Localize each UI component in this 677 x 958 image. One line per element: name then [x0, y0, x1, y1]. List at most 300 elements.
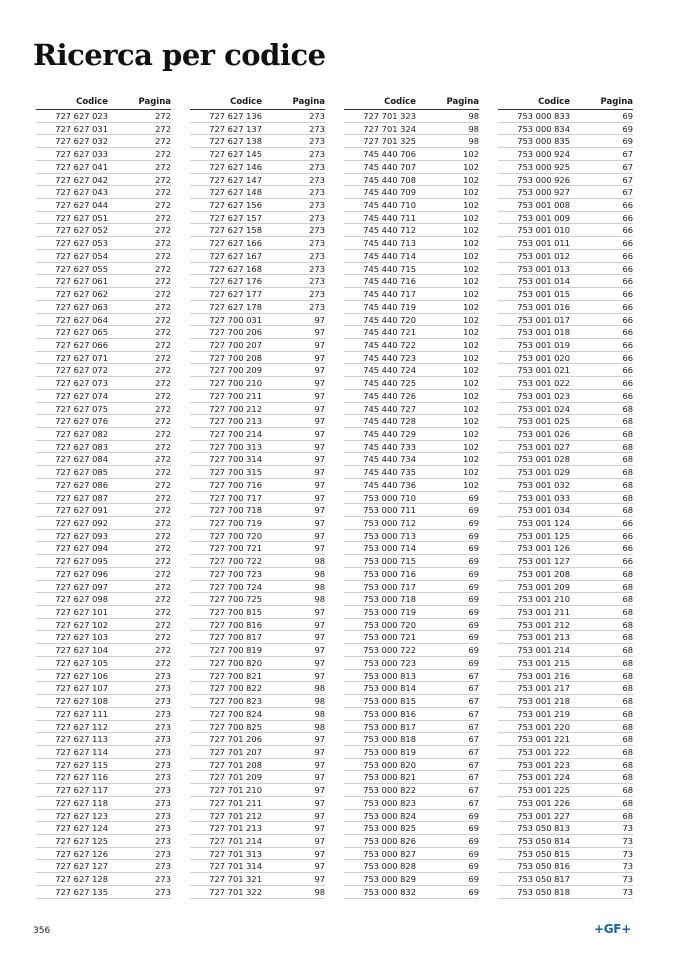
page-cell: 97 [314, 327, 325, 338]
page-cell: 102 [463, 441, 479, 452]
code-cell: 753 001 127 [517, 556, 570, 567]
code-cell: 727 701 325 [363, 136, 416, 147]
table-row [36, 224, 171, 237]
table-row [498, 644, 633, 657]
table-row [498, 390, 633, 403]
page-cell: 97 [314, 823, 325, 834]
table-row [36, 148, 171, 161]
table-row [344, 199, 479, 212]
code-cell: 727 627 115 [55, 759, 108, 770]
table-row [190, 810, 325, 823]
code-cell: 727 627 158 [209, 225, 262, 236]
table-row [498, 224, 633, 237]
table-row [344, 733, 479, 746]
page-cell: 272 [155, 543, 171, 554]
page-cell: 272 [155, 403, 171, 414]
page-cell: 68 [622, 428, 633, 439]
table-row [190, 873, 325, 886]
code-cell: 745 440 712 [363, 225, 416, 236]
table-row [344, 135, 479, 148]
code-cell: 727 627 082 [55, 428, 108, 439]
page-cell: 69 [468, 632, 479, 643]
code-cell: 727 700 725 [209, 594, 262, 605]
code-cell: 727 627 166 [209, 238, 262, 249]
code-cell: 753 001 210 [517, 594, 570, 605]
page-cell: 67 [468, 734, 479, 745]
code-cell: 753 001 208 [517, 568, 570, 579]
table-row [498, 568, 633, 581]
code-cell: 753 000 821 [363, 772, 416, 783]
table-row [344, 415, 479, 428]
table-row [190, 288, 325, 301]
page-cell: 272 [155, 479, 171, 490]
table-row [190, 186, 325, 199]
table-row [498, 670, 633, 683]
page-cell: 69 [468, 505, 479, 516]
code-cell: 753 001 209 [517, 581, 570, 592]
code-cell: 727 627 117 [55, 785, 108, 796]
table-row [498, 631, 633, 644]
table-row [344, 886, 479, 899]
page-cell: 68 [622, 479, 633, 490]
code-cell: 753 000 718 [363, 594, 416, 605]
table-row [190, 835, 325, 848]
table-row [190, 110, 325, 123]
page-cell: 73 [622, 835, 633, 846]
table-row [190, 568, 325, 581]
page-cell: 67 [468, 759, 479, 770]
page-cell: 69 [468, 657, 479, 668]
page-cell: 67 [622, 149, 633, 160]
table-row [498, 237, 633, 250]
table-row [190, 708, 325, 721]
table-row [344, 530, 479, 543]
code-cell: 727 701 314 [209, 861, 262, 872]
table-row [36, 835, 171, 848]
page-cell: 97 [314, 365, 325, 376]
page-cell: 273 [309, 174, 325, 185]
page-cell: 102 [463, 428, 479, 439]
page-cell: 272 [155, 581, 171, 592]
code-cell: 727 627 124 [55, 823, 108, 834]
table-row [344, 288, 479, 301]
table-row [190, 581, 325, 594]
code-cell: 753 001 008 [517, 200, 570, 211]
table-row [344, 631, 479, 644]
code-cell: 753 000 719 [363, 607, 416, 618]
table-row [36, 797, 171, 810]
table-row [190, 657, 325, 670]
page-cell: 98 [314, 696, 325, 707]
page-cell: 98 [468, 111, 479, 121]
page-cell: 272 [155, 276, 171, 287]
code-cell: 745 440 736 [363, 479, 416, 490]
table-row [36, 759, 171, 772]
table-row [344, 860, 479, 873]
code-cell: 753 000 818 [363, 734, 416, 745]
page-cell: 73 [622, 848, 633, 859]
table-row [498, 212, 633, 225]
page-cell: 97 [314, 518, 325, 528]
table-row [190, 453, 325, 466]
code-cell: 753 001 219 [517, 708, 570, 719]
table-row [36, 326, 171, 339]
code-cell: 727 627 107 [55, 683, 108, 694]
page-cell: 272 [155, 632, 171, 643]
page-cell: 272 [155, 505, 171, 516]
gf-logo: +GF+ [594, 922, 631, 936]
table-row [344, 797, 479, 810]
table-row [36, 466, 171, 479]
table-row [344, 542, 479, 555]
table-row [36, 135, 171, 148]
code-cell: 753 001 214 [517, 645, 570, 656]
code-cell: 753 000 826 [363, 835, 416, 846]
header-code: Codice [76, 97, 108, 107]
page-cell: 102 [463, 289, 479, 300]
table-row [190, 263, 325, 276]
table-row [498, 682, 633, 695]
code-cell: 753 001 017 [517, 314, 570, 325]
page-cell: 272 [155, 187, 171, 198]
code-cell: 727 627 108 [55, 696, 108, 707]
table-row [498, 873, 633, 886]
page-cell: 102 [463, 149, 479, 160]
table-row [36, 441, 171, 454]
code-cell: 727 627 064 [55, 314, 108, 325]
code-cell: 727 700 825 [209, 721, 262, 732]
page-cell: 69 [468, 607, 479, 618]
code-cell: 753 001 224 [517, 772, 570, 783]
table-row [36, 517, 171, 530]
page-cell: 97 [314, 607, 325, 618]
code-cell: 745 440 719 [363, 301, 416, 312]
table-row [36, 555, 171, 568]
table-row [344, 593, 479, 606]
page-cell: 97 [314, 454, 325, 465]
page-cell: 97 [314, 314, 325, 325]
page-cell: 67 [622, 187, 633, 198]
page-cell: 69 [468, 518, 479, 528]
table-row [36, 403, 171, 416]
table-row [344, 364, 479, 377]
table-row [190, 237, 325, 250]
code-cell: 727 627 106 [55, 670, 108, 681]
table-row [344, 161, 479, 174]
page-cell: 98 [468, 136, 479, 147]
table-row [190, 759, 325, 772]
page-cell: 102 [463, 390, 479, 401]
page-cell: 272 [155, 568, 171, 579]
code-cell: 753 000 822 [363, 785, 416, 796]
page-title: Ricerca per codice [33, 38, 326, 72]
table-row [36, 453, 171, 466]
code-cell: 727 627 053 [55, 238, 108, 249]
page-cell: 273 [309, 250, 325, 261]
page-cell: 69 [468, 874, 479, 885]
table-row [498, 886, 633, 899]
table-row [498, 619, 633, 632]
table-row [190, 733, 325, 746]
code-cell: 753 000 723 [363, 657, 416, 668]
page-cell: 69 [468, 810, 479, 821]
table-row [36, 275, 171, 288]
table-row [36, 542, 171, 555]
page-cell: 97 [314, 835, 325, 846]
table-row [36, 860, 171, 873]
table-row [344, 326, 479, 339]
table-row [498, 797, 633, 810]
code-index-tables [36, 94, 632, 899]
table-row [344, 822, 479, 835]
page-cell: 272 [155, 365, 171, 376]
code-cell: 753 001 013 [517, 263, 570, 274]
table-row [190, 771, 325, 784]
page-cell: 67 [622, 161, 633, 172]
code-cell: 753 000 717 [363, 581, 416, 592]
code-cell: 727 627 063 [55, 301, 108, 312]
page-cell: 68 [622, 505, 633, 516]
table-row [344, 301, 479, 314]
table-row [344, 721, 479, 734]
code-cell: 727 701 213 [209, 823, 262, 834]
page-cell: 102 [463, 161, 479, 172]
page-cell: 68 [622, 594, 633, 605]
table-row [36, 250, 171, 263]
table-row [498, 504, 633, 517]
table-row [498, 860, 633, 873]
table-row [36, 377, 171, 390]
column-header [36, 94, 171, 110]
page-cell: 272 [155, 416, 171, 427]
code-cell: 727 627 157 [209, 212, 262, 223]
code-cell: 745 440 725 [363, 378, 416, 389]
table-row [344, 568, 479, 581]
table-row [190, 339, 325, 352]
code-cell: 727 700 031 [209, 314, 262, 325]
page-cell: 272 [155, 212, 171, 223]
table-row [190, 606, 325, 619]
table-row [190, 403, 325, 416]
code-cell: 727 627 111 [55, 708, 108, 719]
page-cell: 272 [155, 441, 171, 452]
table-row [36, 771, 171, 784]
code-cell: 753 000 823 [363, 797, 416, 808]
page-cell: 66 [622, 352, 633, 363]
page-cell: 273 [309, 212, 325, 223]
table-row [190, 415, 325, 428]
code-cell: 727 627 128 [55, 874, 108, 885]
page-cell: 66 [622, 339, 633, 350]
page-cell: 69 [468, 568, 479, 579]
table-row [344, 746, 479, 759]
page-cell: 272 [155, 657, 171, 668]
code-cell: 745 440 713 [363, 238, 416, 249]
table-row [498, 479, 633, 492]
code-cell: 753 001 021 [517, 365, 570, 376]
page-cell: 68 [622, 607, 633, 618]
page-cell: 272 [155, 263, 171, 274]
table-row [498, 708, 633, 721]
code-cell: 727 627 147 [209, 174, 262, 185]
page-cell: 272 [155, 111, 171, 121]
table-row [190, 161, 325, 174]
code-cell: 745 440 706 [363, 149, 416, 160]
index-column [344, 94, 479, 899]
page-cell: 68 [622, 657, 633, 668]
page-cell: 69 [622, 111, 633, 121]
page-cell: 272 [155, 301, 171, 312]
code-cell: 745 440 726 [363, 390, 416, 401]
header-code: Codice [230, 97, 262, 107]
code-cell: 727 627 177 [209, 289, 262, 300]
page-cell: 272 [155, 352, 171, 363]
table-row [344, 695, 479, 708]
table-row [36, 822, 171, 835]
code-cell: 727 700 213 [209, 416, 262, 427]
page-cell: 66 [622, 530, 633, 541]
code-cell: 727 627 137 [209, 123, 262, 134]
page-cell: 272 [155, 645, 171, 656]
page-cell: 102 [463, 301, 479, 312]
code-cell: 753 001 213 [517, 632, 570, 643]
page-cell: 97 [314, 416, 325, 427]
page-cell: 272 [155, 200, 171, 211]
table-row [498, 822, 633, 835]
code-cell: 753 000 816 [363, 708, 416, 719]
code-cell: 727 700 716 [209, 479, 262, 490]
code-cell: 727 700 724 [209, 581, 262, 592]
code-cell: 753 000 927 [517, 187, 570, 198]
table-row [36, 237, 171, 250]
code-cell: 753 001 216 [517, 670, 570, 681]
table-row [36, 708, 171, 721]
page-cell: 272 [155, 136, 171, 147]
table-row [498, 581, 633, 594]
page-cell: 68 [622, 721, 633, 732]
code-cell: 753 050 814 [517, 835, 570, 846]
table-row [36, 492, 171, 505]
page-cell: 69 [468, 492, 479, 503]
page-cell: 98 [314, 568, 325, 579]
page-cell: 98 [314, 721, 325, 732]
code-cell: 727 701 210 [209, 785, 262, 796]
page-cell: 97 [314, 657, 325, 668]
table-row [344, 708, 479, 721]
table-row [36, 390, 171, 403]
code-cell: 727 627 167 [209, 250, 262, 261]
table-row [498, 746, 633, 759]
table-row [498, 250, 633, 263]
code-cell: 727 700 214 [209, 428, 262, 439]
page-cell: 273 [309, 200, 325, 211]
code-cell: 745 440 715 [363, 263, 416, 274]
page-cell: 66 [622, 543, 633, 554]
page-cell: 97 [314, 848, 325, 859]
code-cell: 745 440 733 [363, 441, 416, 452]
page-cell: 273 [309, 136, 325, 147]
table-row [344, 555, 479, 568]
page-cell: 273 [155, 683, 171, 694]
table-row [190, 670, 325, 683]
page-cell: 273 [155, 785, 171, 796]
table-row [190, 352, 325, 365]
page-cell: 102 [463, 365, 479, 376]
code-cell: 753 001 211 [517, 607, 570, 618]
code-cell: 727 627 101 [55, 607, 108, 618]
code-cell: 727 627 103 [55, 632, 108, 643]
table-row [36, 619, 171, 632]
table-row [36, 428, 171, 441]
code-cell: 753 001 023 [517, 390, 570, 401]
page-cell: 67 [468, 670, 479, 681]
table-row [36, 568, 171, 581]
page-cell: 67 [468, 721, 479, 732]
code-cell: 753 001 222 [517, 746, 570, 757]
code-cell: 727 701 322 [209, 886, 262, 897]
code-cell: 753 001 226 [517, 797, 570, 808]
code-cell: 753 001 215 [517, 657, 570, 668]
page-cell: 97 [314, 746, 325, 757]
code-cell: 727 627 146 [209, 161, 262, 172]
table-row [190, 695, 325, 708]
table-row [36, 886, 171, 899]
page-cell: 69 [622, 136, 633, 147]
code-cell: 753 000 716 [363, 568, 416, 579]
code-cell: 727 627 104 [55, 645, 108, 656]
page-cell: 273 [155, 874, 171, 885]
table-row [36, 186, 171, 199]
page-cell: 67 [468, 683, 479, 694]
code-cell: 753 001 011 [517, 238, 570, 249]
code-cell: 753 000 710 [363, 492, 416, 503]
code-cell: 727 627 112 [55, 721, 108, 732]
table-row [498, 453, 633, 466]
code-cell: 727 627 127 [55, 861, 108, 872]
page-cell: 272 [155, 289, 171, 300]
table-row [498, 542, 633, 555]
code-cell: 727 700 210 [209, 378, 262, 389]
code-cell: 727 700 820 [209, 657, 262, 668]
code-cell: 727 627 075 [55, 403, 108, 414]
page-cell: 97 [314, 759, 325, 770]
page-cell: 102 [463, 327, 479, 338]
code-cell: 753 001 015 [517, 289, 570, 300]
page-cell: 67 [468, 708, 479, 719]
code-cell: 753 001 016 [517, 301, 570, 312]
page-cell: 68 [622, 696, 633, 707]
page-cell: 66 [622, 250, 633, 261]
table-row [190, 746, 325, 759]
page-cell: 69 [622, 123, 633, 134]
table-row [190, 377, 325, 390]
page-cell: 69 [468, 581, 479, 592]
code-cell: 727 700 721 [209, 543, 262, 554]
page-cell: 97 [314, 734, 325, 745]
code-cell: 727 627 042 [55, 174, 108, 185]
table-row [344, 453, 479, 466]
index-rows [344, 110, 479, 899]
table-row [344, 784, 479, 797]
table-row [190, 326, 325, 339]
page-cell: 97 [314, 352, 325, 363]
page-cell: 273 [309, 263, 325, 274]
table-row [344, 123, 479, 136]
page-cell: 68 [622, 645, 633, 656]
page-cell: 272 [155, 619, 171, 630]
page-cell: 102 [463, 314, 479, 325]
page-cell: 272 [155, 530, 171, 541]
